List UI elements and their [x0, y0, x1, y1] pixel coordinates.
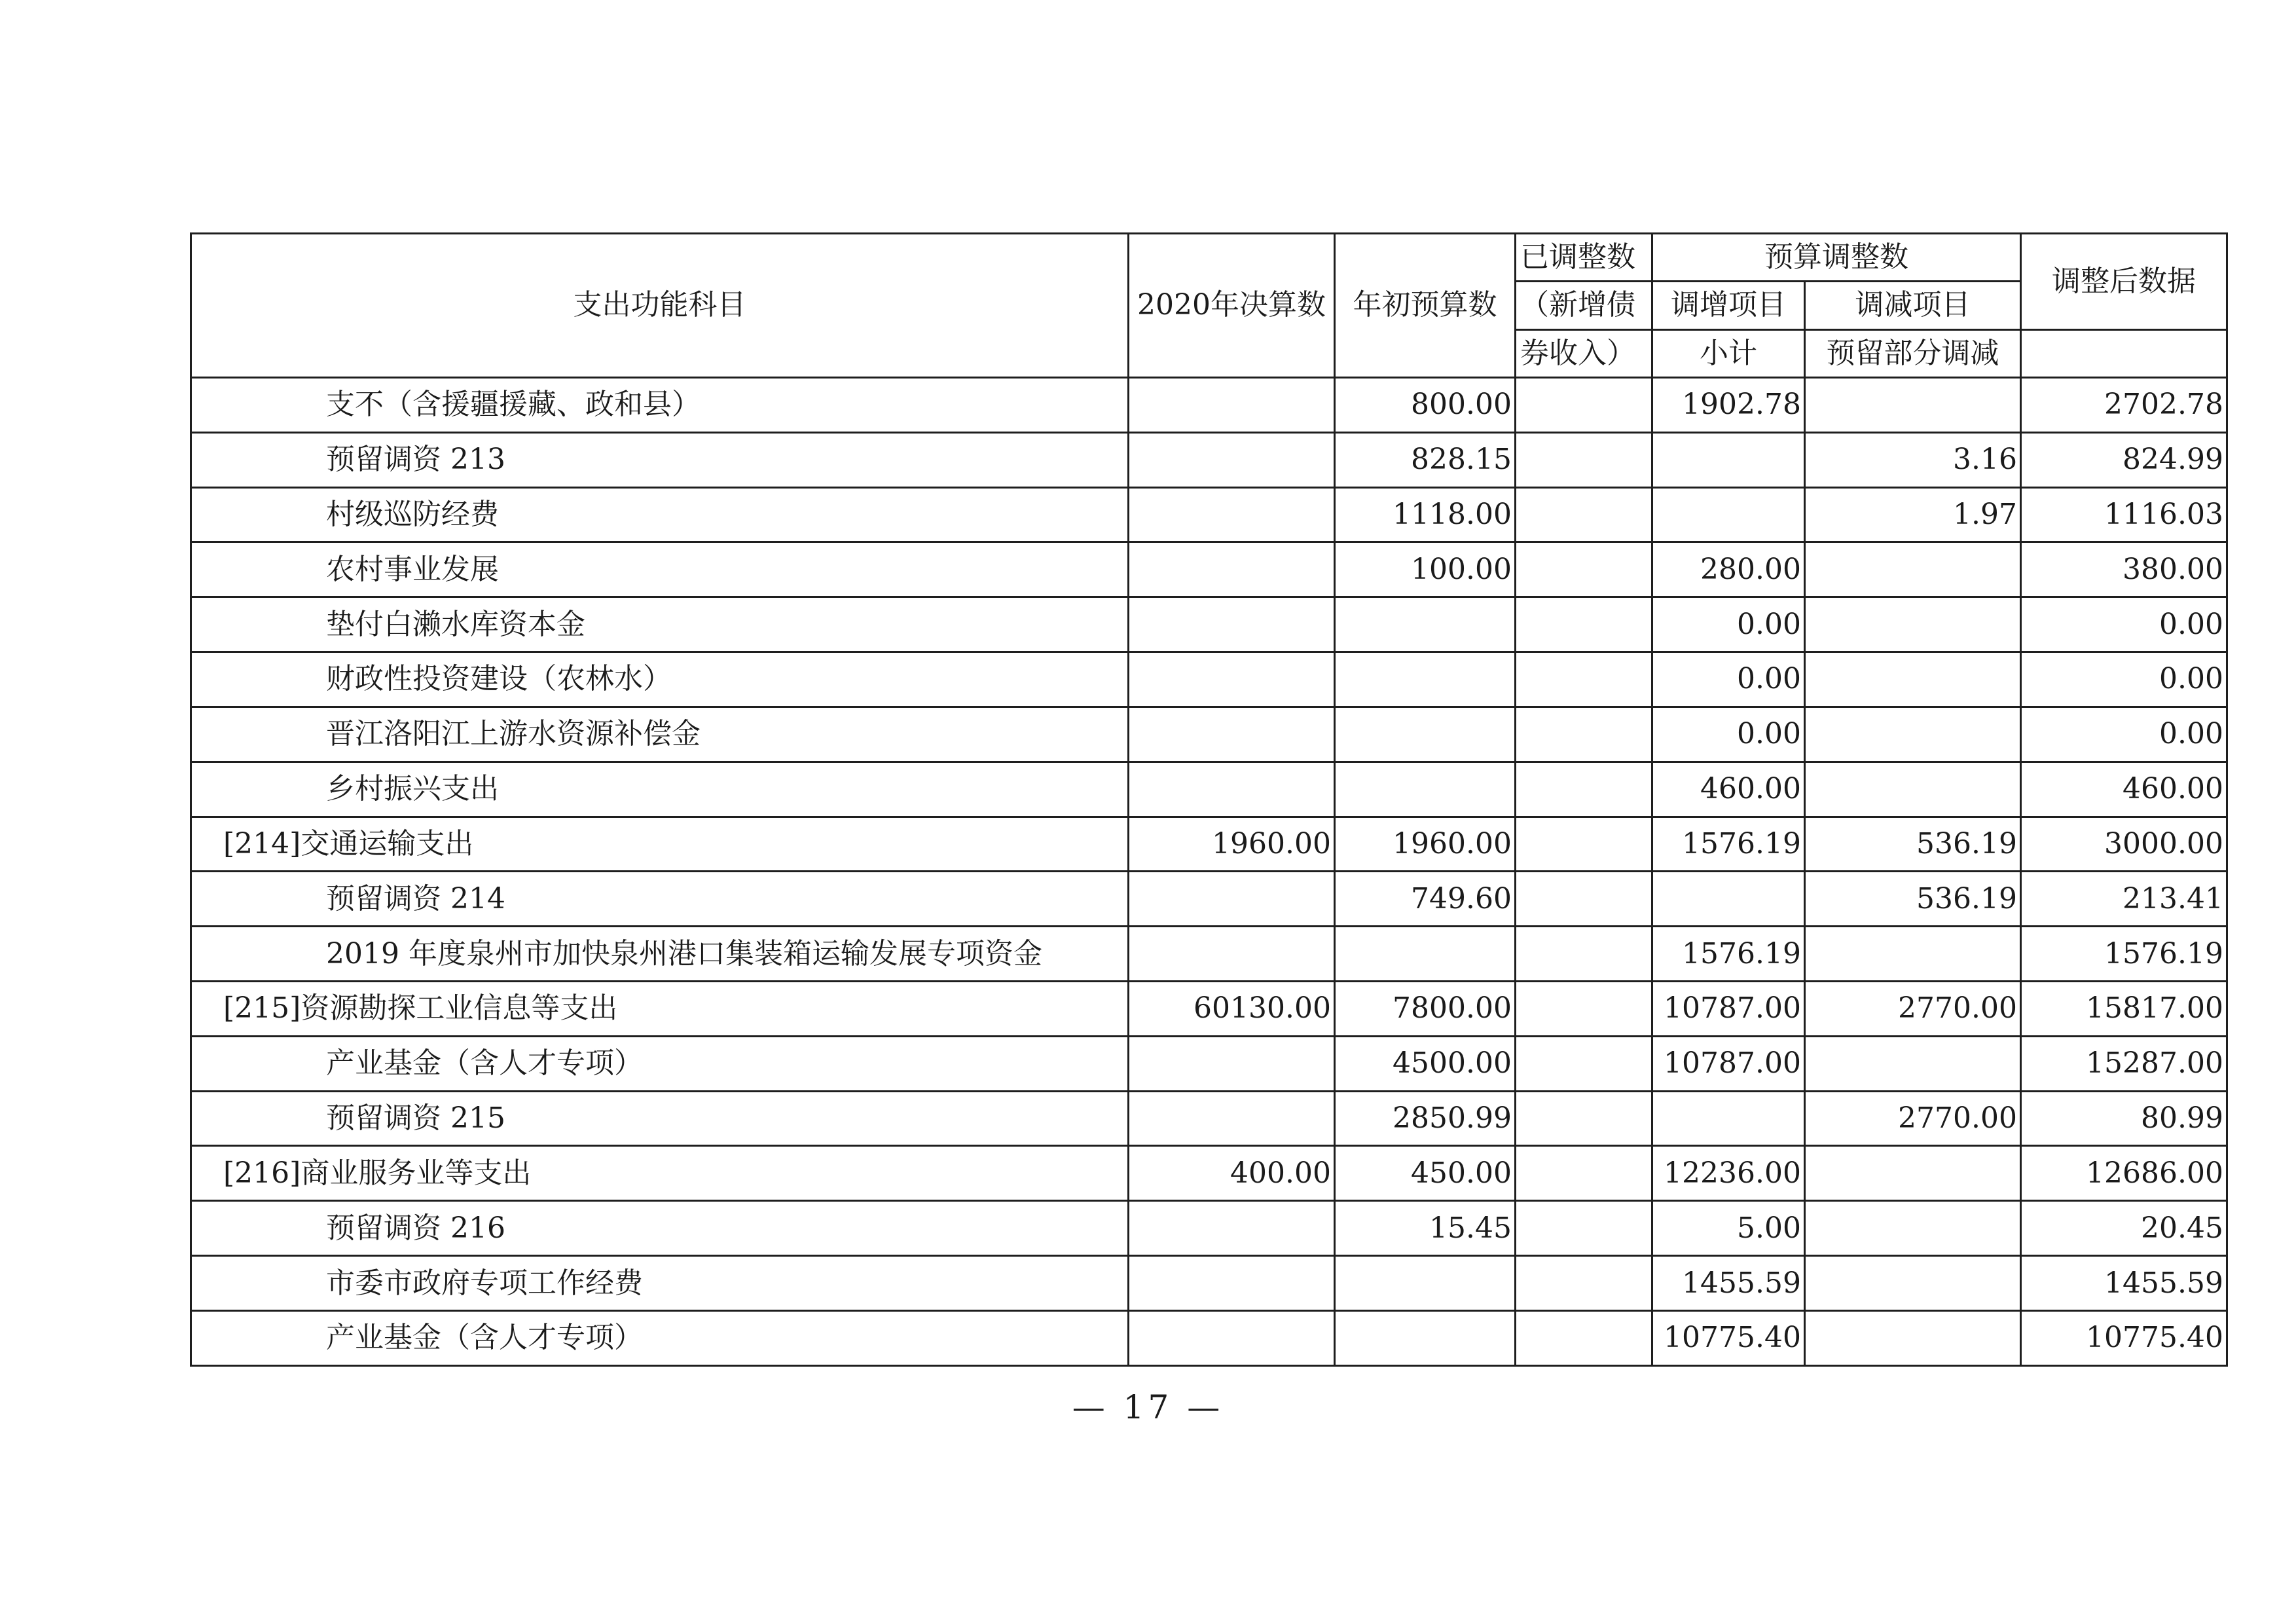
initial-budget-cell: 749.60 [1335, 872, 1516, 927]
initial-budget-cell: 1118.00 [1335, 487, 1516, 542]
after-adjust-cell: 460.00 [2021, 762, 2227, 817]
increase-cell [1652, 1091, 1805, 1146]
after-adjust-cell: 0.00 [2021, 652, 2227, 707]
increase-cell: 10775.40 [1652, 1310, 1805, 1365]
decrease-cell [1805, 762, 2021, 817]
final-2020-cell [1129, 1310, 1335, 1365]
adjusted-cell [1516, 487, 1652, 542]
increase-cell: 0.00 [1652, 652, 1805, 707]
subject-cell: 预留调资 213 [191, 432, 1129, 487]
decrease-cell [1805, 377, 2021, 432]
table-row [191, 707, 2227, 762]
header-adjusted-line2: （新增债 [1516, 282, 1652, 329]
adjusted-cell [1516, 981, 1652, 1036]
initial-budget-cell: 7800.00 [1335, 981, 1516, 1036]
subject-cell: 预留调资 215 [191, 1091, 1129, 1146]
subject-cell: 市委市政府专项工作经费 [191, 1256, 1129, 1311]
header-row-1 [191, 234, 2227, 282]
after-adjust-cell: 12686.00 [2021, 1146, 2227, 1201]
adjusted-cell [1516, 1310, 1652, 1365]
final-2020-cell [1129, 1036, 1335, 1091]
adjusted-cell [1516, 817, 1652, 872]
after-adjust-cell: 213.41 [2021, 872, 2227, 927]
subject-cell: 产业基金（含人才专项） [191, 1310, 1129, 1365]
header-subtotal: 小计 [1652, 329, 1805, 377]
subject-cell: 预留调资 216 [191, 1201, 1129, 1256]
subject-cell: 支不（含援疆援藏、政和县） [191, 377, 1129, 432]
after-adjust-cell: 2702.78 [2021, 377, 2227, 432]
table-row [191, 377, 2227, 432]
decrease-cell [1805, 927, 2021, 982]
final-2020-cell [1129, 542, 1335, 597]
adjusted-cell [1516, 542, 1652, 597]
adjusted-cell [1516, 1146, 1652, 1201]
increase-cell: 0.00 [1652, 597, 1805, 652]
table-row [191, 432, 2227, 487]
initial-budget-cell: 1960.00 [1335, 817, 1516, 872]
decrease-cell [1805, 1146, 2021, 1201]
final-2020-cell [1129, 927, 1335, 982]
increase-cell: 10787.00 [1652, 981, 1805, 1036]
page-number: — 17 — [1072, 1388, 1224, 1426]
table-row [191, 652, 2227, 707]
final-2020-cell [1129, 762, 1335, 817]
table-body [191, 377, 2227, 1365]
adjusted-cell [1516, 1256, 1652, 1311]
subject-cell: 财政性投资建设（农林水） [191, 652, 1129, 707]
header-subject: 支出功能科目 [191, 234, 1129, 378]
subject-cell: 乡村振兴支出 [191, 762, 1129, 817]
increase-cell: 280.00 [1652, 542, 1805, 597]
adjusted-cell [1516, 927, 1652, 982]
header-reserved-decrease: 预留部分调减 [1805, 329, 2021, 377]
after-adjust-cell: 0.00 [2021, 597, 2227, 652]
initial-budget-cell [1335, 707, 1516, 762]
adjusted-cell [1516, 707, 1652, 762]
increase-cell: 10787.00 [1652, 1036, 1805, 1091]
increase-cell [1652, 432, 1805, 487]
table-row [191, 542, 2227, 597]
subject-cell: [214]交通运输支出 [191, 817, 1129, 872]
initial-budget-cell: 828.15 [1335, 432, 1516, 487]
final-2020-cell: 400.00 [1129, 1146, 1335, 1201]
final-2020-cell [1129, 707, 1335, 762]
after-adjust-cell: 10775.40 [2021, 1310, 2227, 1365]
header-adjusted-line1: 已调整数 [1516, 234, 1652, 282]
header-initial-budget: 年初预算数 [1335, 234, 1516, 378]
table-row [191, 981, 2227, 1036]
final-2020-cell [1129, 872, 1335, 927]
after-adjust-cell: 20.45 [2021, 1201, 2227, 1256]
table-row [191, 1310, 2227, 1365]
initial-budget-cell: 100.00 [1335, 542, 1516, 597]
adjusted-cell [1516, 1036, 1652, 1091]
table-row [191, 1201, 2227, 1256]
decrease-cell [1805, 542, 2021, 597]
increase-cell: 1576.19 [1652, 817, 1805, 872]
decrease-cell [1805, 1036, 2021, 1091]
after-adjust-cell: 380.00 [2021, 542, 2227, 597]
after-adjust-cell: 1576.19 [2021, 927, 2227, 982]
after-adjust-cell: 80.99 [2021, 1091, 2227, 1146]
after-adjust-cell: 15287.00 [2021, 1036, 2227, 1091]
increase-cell: 0.00 [1652, 707, 1805, 762]
table-row [191, 1036, 2227, 1091]
table-row [191, 597, 2227, 652]
table-row [191, 1146, 2227, 1201]
adjusted-cell [1516, 432, 1652, 487]
after-adjust-cell: 824.99 [2021, 432, 2227, 487]
initial-budget-cell [1335, 597, 1516, 652]
table-row [191, 487, 2227, 542]
initial-budget-cell: 2850.99 [1335, 1091, 1516, 1146]
subject-cell: 农村事业发展 [191, 542, 1129, 597]
initial-budget-cell: 15.45 [1335, 1201, 1516, 1256]
initial-budget-cell: 800.00 [1335, 377, 1516, 432]
decrease-cell: 3.16 [1805, 432, 2021, 487]
header-after-adjust: 调整后数据 [2021, 234, 2227, 330]
subject-cell: [216]商业服务业等支出 [191, 1146, 1129, 1201]
decrease-cell [1805, 1310, 2021, 1365]
initial-budget-cell [1335, 1256, 1516, 1311]
decrease-cell: 2770.00 [1805, 981, 2021, 1036]
table-row [191, 927, 2227, 982]
subject-cell: 预留调资 214 [191, 872, 1129, 927]
decrease-cell [1805, 1201, 2021, 1256]
final-2020-cell [1129, 1201, 1335, 1256]
table-row [191, 872, 2227, 927]
subject-cell: 产业基金（含人才专项） [191, 1036, 1129, 1091]
decrease-cell: 1.97 [1805, 487, 2021, 542]
increase-cell: 1902.78 [1652, 377, 1805, 432]
budget-table [190, 232, 2228, 1367]
increase-cell: 1455.59 [1652, 1256, 1805, 1311]
final-2020-cell [1129, 1091, 1335, 1146]
header-adjusted-line3: 券收入） [1516, 329, 1652, 377]
final-2020-cell [1129, 487, 1335, 542]
final-2020-cell: 60130.00 [1129, 981, 1335, 1036]
after-adjust-cell: 3000.00 [2021, 817, 2227, 872]
adjusted-cell [1516, 1201, 1652, 1256]
initial-budget-cell [1335, 927, 1516, 982]
adjusted-cell [1516, 597, 1652, 652]
table-row [191, 762, 2227, 817]
adjusted-cell [1516, 652, 1652, 707]
increase-cell: 5.00 [1652, 1201, 1805, 1256]
after-adjust-cell: 15817.00 [2021, 981, 2227, 1036]
adjusted-cell [1516, 872, 1652, 927]
table-row [191, 1256, 2227, 1311]
after-adjust-cell: 1116.03 [2021, 487, 2227, 542]
decrease-cell [1805, 652, 2021, 707]
final-2020-cell [1129, 597, 1335, 652]
decrease-cell [1805, 597, 2021, 652]
subject-cell: 村级巡防经费 [191, 487, 1129, 542]
final-2020-cell [1129, 652, 1335, 707]
final-2020-cell [1129, 432, 1335, 487]
decrease-cell: 536.19 [1805, 817, 2021, 872]
after-adjust-cell: 0.00 [2021, 707, 2227, 762]
increase-cell [1652, 872, 1805, 927]
header-blank [2021, 329, 2227, 377]
increase-cell: 12236.00 [1652, 1146, 1805, 1201]
subject-cell: [215]资源勘探工业信息等支出 [191, 981, 1129, 1036]
table-row [191, 1091, 2227, 1146]
decrease-cell [1805, 1256, 2021, 1311]
increase-cell: 460.00 [1652, 762, 1805, 817]
header-final-2020: 2020年决算数 [1129, 234, 1335, 378]
increase-cell: 1576.19 [1652, 927, 1805, 982]
header-increase-items: 调增项目 [1652, 282, 1805, 329]
adjusted-cell [1516, 762, 1652, 817]
initial-budget-cell [1335, 1310, 1516, 1365]
final-2020-cell: 1960.00 [1129, 817, 1335, 872]
table-row [191, 817, 2227, 872]
decrease-cell: 2770.00 [1805, 1091, 2021, 1146]
header-decrease-items: 调减项目 [1805, 282, 2021, 329]
final-2020-cell [1129, 1256, 1335, 1311]
adjusted-cell [1516, 377, 1652, 432]
decrease-cell [1805, 707, 2021, 762]
initial-budget-cell [1335, 652, 1516, 707]
subject-cell: 2019 年度泉州市加快泉州港口集装箱运输发展专项资金 [191, 927, 1129, 982]
subject-cell: 晋江洛阳江上游水资源补偿金 [191, 707, 1129, 762]
header-budget-adjust: 预算调整数 [1652, 234, 2021, 282]
initial-budget-cell [1335, 762, 1516, 817]
initial-budget-cell: 4500.00 [1335, 1036, 1516, 1091]
subject-cell: 垫付白濑水库资本金 [191, 597, 1129, 652]
initial-budget-cell: 450.00 [1335, 1146, 1516, 1201]
after-adjust-cell: 1455.59 [2021, 1256, 2227, 1311]
final-2020-cell [1129, 377, 1335, 432]
decrease-cell: 536.19 [1805, 872, 2021, 927]
adjusted-cell [1516, 1091, 1652, 1146]
increase-cell [1652, 487, 1805, 542]
